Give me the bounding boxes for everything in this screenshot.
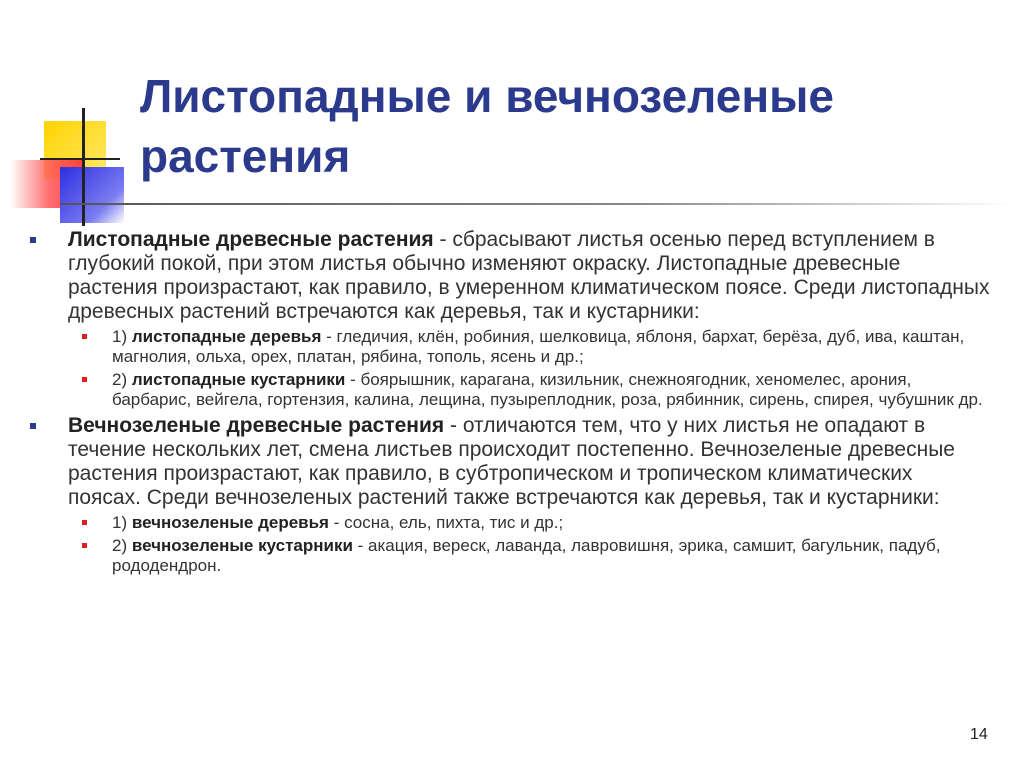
page-number: 14 — [970, 726, 988, 743]
sub-term: листопадные деревья — [131, 327, 322, 346]
sub-prefix: 2) — [112, 536, 132, 555]
sub-bullet-marker — [82, 543, 87, 548]
sub-prefix: 1) — [112, 327, 132, 346]
sub-bullet-deciduous-trees — [30, 327, 990, 367]
sub-text: - сосна, ель, пихта, тис и др.; — [328, 513, 564, 532]
sub-term: вечнозеленые деревья — [131, 513, 329, 532]
sub-bullet-marker — [82, 377, 87, 382]
sub-term: вечнозеленые кустарники — [131, 536, 353, 555]
sub-bullet-deciduous-shrubs — [30, 370, 990, 410]
bullet-marker — [30, 237, 36, 243]
deco-blue-square — [60, 167, 124, 223]
title-divider — [60, 203, 1015, 205]
bullet-deciduous — [30, 228, 990, 324]
sub-prefix: 2) — [112, 370, 132, 389]
sub-prefix: 1) — [112, 513, 132, 532]
bullet-term: Листопадные древесные растения — [68, 228, 434, 251]
slide-content — [30, 228, 990, 576]
sub-text: - акация, вереск, лаванда, лавровишня, эрика, самшит, багульник, падуб, рододендрон. — [112, 536, 941, 575]
bullet-text: - отличаются тем, что у них листья не опадают в течение нескольких лет, смена листьев происходит постепенно. Вечнозеленые древесные растения произрастают, как правило, в субтропическом и тропическом климатических поясах. Среди вечнозеленых растений также встречаются как деревья, так и кустарники: — [68, 414, 955, 509]
sub-term: листопадные кустарники — [131, 370, 346, 389]
deco-vertical-line — [82, 108, 85, 226]
sub-bullet-marker — [82, 334, 87, 339]
bullet-text: - сбрасывают листья осенью перед вступлением в глубокий покой, при этом листья обычно изменяют окраску. Листопадные древесные растения произрастают, как правило, в умеренном климатическом поясе. Среди листопадных древесных растений встречаются как деревья, так и кустарники: — [68, 228, 990, 323]
bullet-marker — [30, 423, 36, 429]
deco-horizontal-line — [40, 158, 120, 160]
sub-bullet-evergreen-trees — [30, 513, 990, 533]
sub-bullet-evergreen-shrubs — [30, 536, 990, 576]
slide-title: Листопадные и вечнозеленые растения — [140, 70, 834, 182]
sub-text: - гледичия, клён, робиния, шелковица, яблоня, бархат, берёза, дуб, ива, каштан, магнолия, ольха, орех, платан, рябина, тополь, ясень и др.; — [112, 327, 965, 366]
bullet-evergreen — [30, 414, 990, 510]
decorative-logo — [0, 0, 140, 230]
sub-bullet-marker — [82, 520, 87, 525]
bullet-term: Вечнозеленые древесные растения — [68, 414, 445, 437]
sub-text: - боярышник, карагана, кизильник, снежноягодник, хеномелес, арония, барбарис, вейгела, гортензия, калина, лещина, пузыреплодник, роза, рябинник, сирень, спирея, чубушник др. — [112, 370, 983, 409]
